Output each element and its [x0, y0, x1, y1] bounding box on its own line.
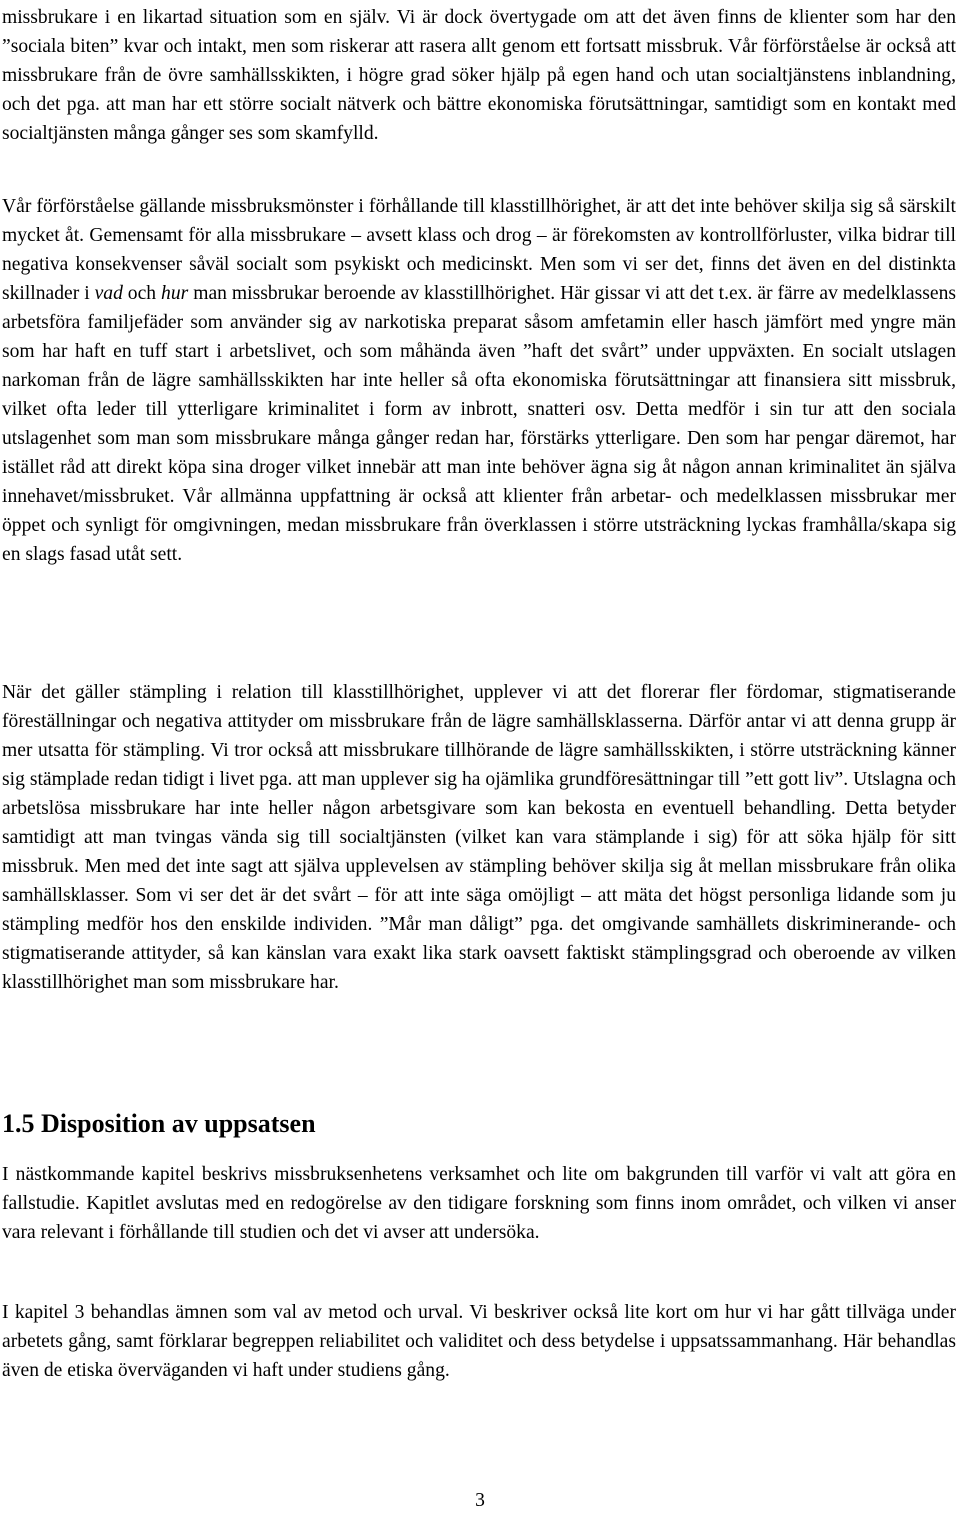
emphasis-hur: hur [161, 283, 189, 304]
paragraph-next-chapter: I nästkommande kapitel beskrivs missbruksenhetens verksamhet och lite om bakgrunden till varför vi valt att göra en fallstudie. Kapitlet avslutas med en redogörelse av den tidigare forskning som finns inom området, och vilken vi anser vara relevant i förhållande till studien och det vi avser att undersöka. [2, 1164, 956, 1243]
paragraph-abuse-patterns-class [2, 192, 956, 569]
paragraph-text: och [122, 283, 162, 304]
paragraph-preunderstanding-social: missbrukare i en likartad situation som en själv. Vi är dock övertygade om att det även finns de klienter som har den ”sociala biten” kvar och intakt, men som riskerar att rasera allt genom ett fortsatt missbruk. Vår förförståelse är också att missbrukare från de övre samhällsskikten, i högre grad söker hjälp på egen hand och utan socialtjänstens inblandning, och det pga. att man har ett större socialt nätverk och bättre ekonomiska förutsättningar, samtidigt som en kontakt med socialtjänsten många gånger ses som skamfylld. [2, 7, 956, 144]
paragraph-text: man missbrukar beroende av klasstillhörighet. Här gissar vi att det t.ex. är färre av medelklassens arbetsföra familjefäder som använder sig av narkotiska preparat såsom amfetamin eller hasch jämfört med yngre män som har haft en tuff start i arbetslivet, och som måhända även ”haft det svårt” under uppväxten. En socialt utslagen narkoman från de lägre samhällsskikten har inte heller så ofta ekonomiska förutsättningar att finansiera sitt missbruk, vilket ofta leder till ytterligare kriminalitet i form av inbrott, snatteri osv. Detta medför i sin tur att den sociala utslagenhet som man som missbrukare många gånger redan har, förstärks ytterligare. Den som har pengar däremot, har istället råd att direkt köpa sina droger vilket innebär att man inte behöver ägna sig åt någon annan kriminalitet än själva innehavet/missbruket. Vår allmänna uppfattning är också att klienter från arbetar- och medelklassen missbrukar mer öppet och synligt för omgivningen, medan missbrukare från överklassen i större utsträckning lyckas framhålla/skapa sig en slags fasad utåt sett. [2, 283, 956, 565]
paragraph-chapter-three: I kapitel 3 behandlas ämnen som val av metod och urval. Vi beskriver också lite kort om hur vi har gått tillväga under arbetets gång, samt förklarar begreppen reliabilitet och validitet och dess betydelse i uppsatssammanhang. Här behandlas även de etiska överväganden vi haft under studiens gång. [2, 1302, 956, 1381]
emphasis-vad: vad [94, 283, 123, 304]
paragraph-text: Vår förförståelse gällande missbruksmönster i förhållande till klasstillhörighet, är att det inte behöver skilja sig så särskilt mycket åt. Gemensamt för alla missbrukare – avsett klass och drog – är förekomsten av kontrollförluster, vilka bidrar till negativa konsekvenser såväl socialt som psykiskt och medicinskt. Men som vi ser det, finns det även en del distinkta skillnader i [2, 196, 956, 304]
section-heading: 1.5 Disposition av uppsatsen [2, 1109, 316, 1138]
paragraph-stigma-class: När det gäller stämpling i relation till klasstillhörighet, upplever vi att det florerar fler fördomar, stigmatiserande föreställningar och negativa attityder om missbrukare från de lägre samhällsklasserna. Därför antar vi att denna grupp är mer utsatta för stämpling. Vi tror också att missbrukare tillhörande de lägre samhällsskikten, i större utsträckning känner sig stämplade redan tidigt i livet pga. att man upplever sig ha ojämlika grundföresättningar till ”ett gott liv”. Utslagna och arbetslösa missbrukare har inte heller någon arbetsgivare som kan bekosta en eventuell behandling. Detta betyder samtidigt att man tvingas vända sig till socialtjänsten (vilket kan vara stämplande i sig) för att söka hjälp för sitt missbruk. Men med det inte sagt att själva upplevelsen av stämpling behöver skilja sig åt mellan missbrukare från olika samhällsklasser. Som vi ser det är det svårt – för att inte säga omöjligt – att mäta det högst personliga lidande som ju stämpling medför hos den enskilde individen. ”Mår man dåligt” pga. det omgivande samhällets diskriminerande- och stigmatiserande attityder, så kan känslan vara exakt lika stark oavsett faktiskt stämplingsgrad och oberoende av vilken klasstillhörighet man som missbrukare har. [2, 682, 956, 993]
page-number: 3 [475, 1490, 485, 1511]
